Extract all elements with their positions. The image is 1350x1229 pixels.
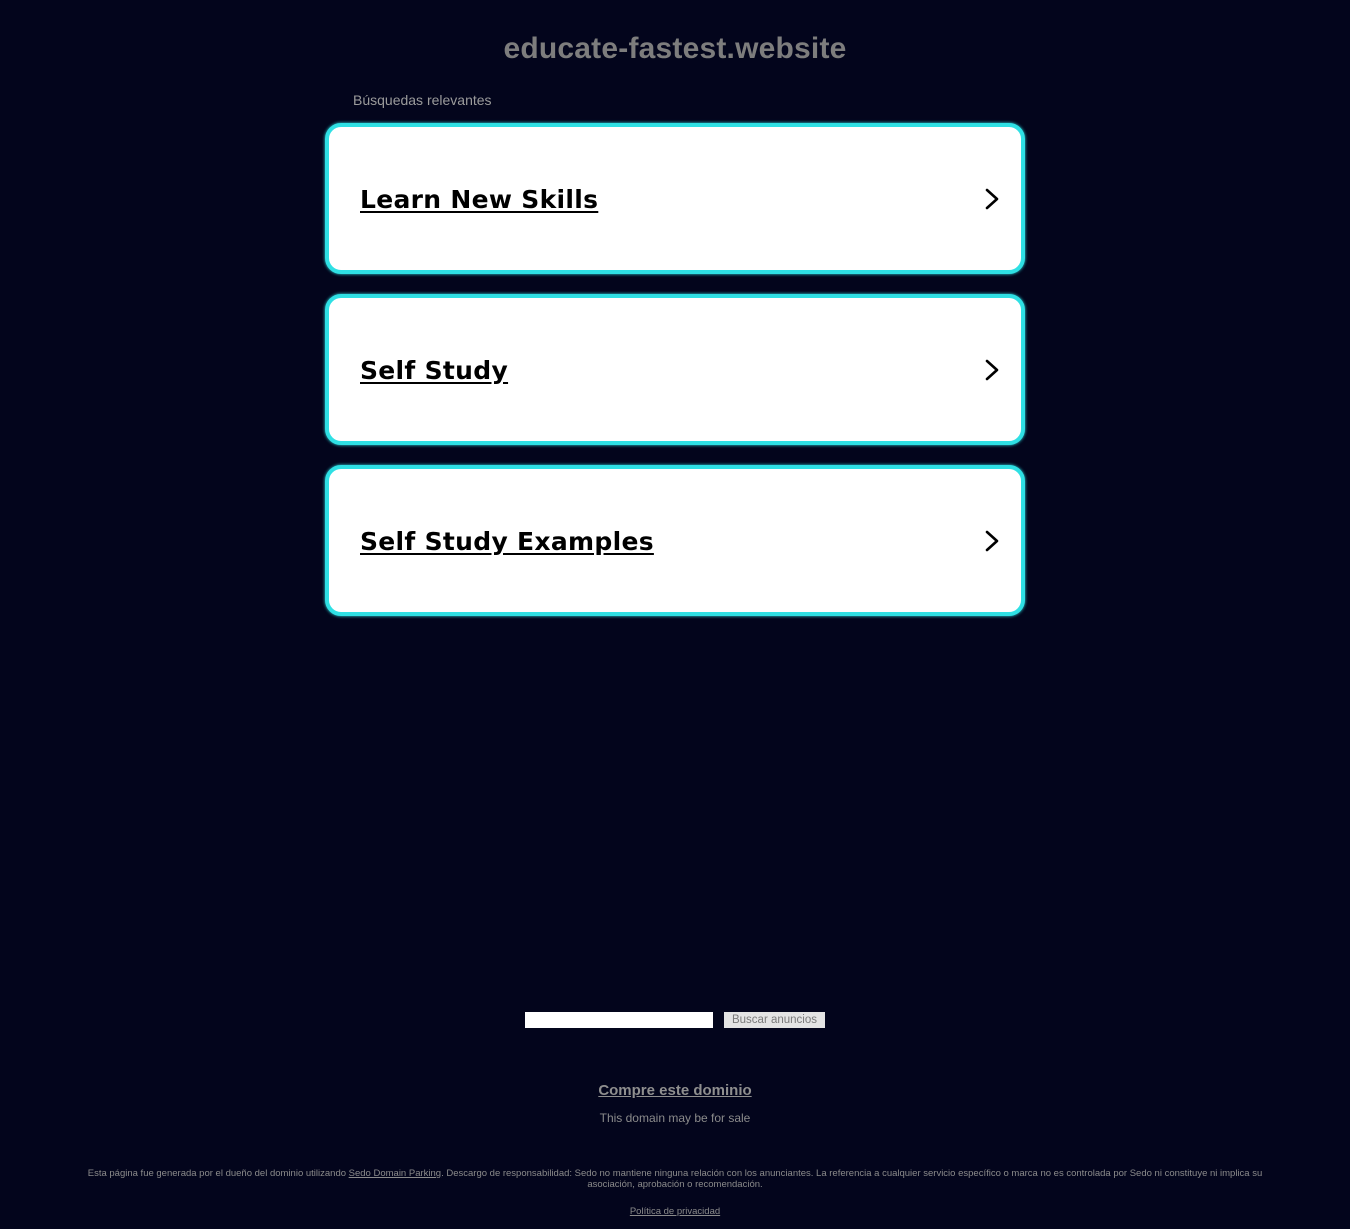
related-search-link[interactable]: Learn New Skills xyxy=(360,185,599,214)
related-search-link[interactable]: Self Study Examples xyxy=(360,527,654,556)
chevron-right-icon xyxy=(983,359,1001,381)
buy-domain-link[interactable]: Compre este dominio xyxy=(598,1082,752,1099)
domain-title: educate-fastest.website xyxy=(503,32,847,65)
ad-search-form xyxy=(525,1011,825,1029)
search-ads-button[interactable]: Buscar anuncios xyxy=(724,1012,825,1028)
related-search-card-self-study[interactable] xyxy=(325,294,1025,445)
chevron-right-icon xyxy=(983,530,1001,552)
ad-search-input[interactable] xyxy=(525,1012,713,1028)
chevron-right-icon xyxy=(983,188,1001,210)
related-search-link[interactable]: Self Study xyxy=(360,356,509,385)
sedo-parking-link[interactable]: Sedo Domain Parking xyxy=(348,1168,442,1179)
domain-for-sale-note: This domain may be for sale xyxy=(599,1111,751,1125)
disclaimer-prefix: Esta página fue generada por el dueño del dominio utilizando xyxy=(87,1168,349,1179)
related-searches-list xyxy=(325,123,1025,636)
related-search-card-learn-new-skills[interactable] xyxy=(325,123,1025,274)
related-search-card-self-study-examples[interactable] xyxy=(325,465,1025,616)
privacy-policy-link[interactable]: Política de privacidad xyxy=(629,1206,721,1217)
related-searches-label: Búsquedas relevantes xyxy=(353,92,492,108)
disclaimer-text xyxy=(75,1168,1275,1190)
disclaimer-suffix: . Descargo de responsabilidad: Sedo no mantiene ninguna relación con los anunciantes. La referencia a cualquier servicio específico o marca no es controlada por Sedo ni constituye ni implica su asociación, aprobación o recomendación. xyxy=(441,1168,1263,1190)
